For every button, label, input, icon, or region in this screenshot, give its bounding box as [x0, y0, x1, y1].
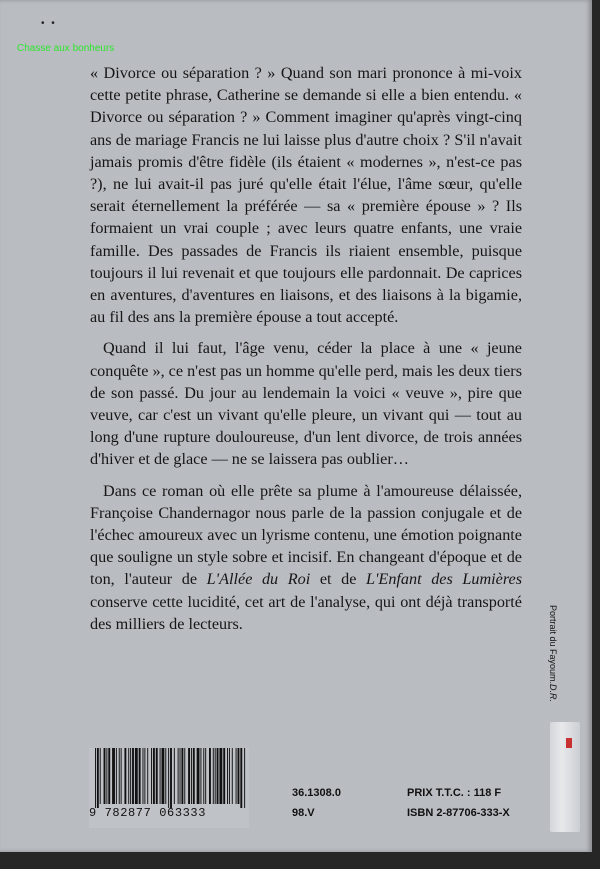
barcode-bar: [143, 748, 144, 804]
product-code-1: 36.1308.0: [292, 787, 341, 799]
barcode-bar: [100, 748, 101, 804]
barcode-bar: [147, 748, 148, 804]
barcode-bar: [156, 748, 158, 804]
barcode-bar: [215, 748, 216, 804]
blurb-text: [90, 62, 522, 644]
barcode-bar: [106, 748, 107, 804]
barcode-bar: [188, 748, 190, 804]
barcode-bar: [181, 748, 183, 804]
barcode-bar: [197, 748, 200, 804]
barcode-bar: [229, 748, 230, 804]
barcode-bar: [200, 748, 201, 804]
barcode-bar: [168, 748, 169, 808]
barcode-bar: [244, 748, 245, 808]
barcode-bar: [144, 748, 145, 804]
barcode-bar: [236, 748, 237, 804]
barcode-bar: [170, 748, 172, 808]
isbn-line: ISBN 2-87706-333-X: [407, 807, 510, 819]
image-credit: [548, 605, 558, 702]
barcode-bar: [130, 748, 131, 804]
watermark-label: Chasse aux bonheurs: [17, 43, 115, 54]
barcode-bar: [135, 748, 138, 804]
barcode-bar: [180, 748, 181, 804]
barcode-bar: [205, 748, 206, 804]
barcode-bar: [238, 748, 240, 804]
barcode-bar: [121, 748, 122, 804]
barcode-bar: [191, 748, 192, 804]
blurb-p3-start: Dans ce roman où elle prête sa plume à l'amoureuse délaissée, Françoise Chandernagor nous parle de la passion conjugale et de l'échec amoureux avec un lyrisme contenu, une émotion poignante que souligne un style sobre et incisif. En changeant d'époque et de ton, l'auteur de: [90, 481, 522, 589]
library-sticker: [550, 722, 580, 832]
barcode-bar: [153, 748, 155, 804]
barcode-bar: [223, 748, 225, 804]
barcode-digits: 9 782877 063333: [89, 806, 207, 820]
product-code-2: 98.V: [292, 807, 315, 819]
image-credit-rights: D.R.: [548, 684, 558, 703]
image-credit-text: Portrait du Fayoum.: [548, 605, 558, 685]
book-title-enfant-des-lumieres: L'Enfant des Lumières: [365, 570, 523, 589]
barcode-bar: [193, 748, 195, 804]
barcode-bar: [165, 748, 166, 804]
barcode-bar: [160, 748, 161, 804]
barcode-bar: [174, 748, 175, 804]
barcode-bar: [217, 748, 219, 804]
barcode-bar: [104, 748, 106, 804]
barcode-bar: [227, 748, 228, 804]
blurb-p3-end: conserve cette lucidité, cet art de l'analyse, qui ont déjà transporté des milliers de lecteurs.: [90, 592, 522, 633]
barcode-bar: [97, 748, 99, 808]
barcode-bar: [124, 748, 126, 804]
barcode-bar: [232, 748, 233, 804]
sticker-mark: [566, 738, 572, 748]
barcode-bar: [151, 748, 152, 804]
price-line: PRIX T.T.C. : 118 F: [407, 787, 502, 799]
barcode-bar: [116, 748, 117, 804]
price-block: [407, 783, 510, 823]
barcode-bar: [119, 748, 120, 804]
corner-dots: • •: [41, 18, 57, 29]
barcode-bar: [108, 748, 110, 804]
barcode-bar: [95, 748, 96, 808]
barcode-bars: [89, 748, 249, 808]
barcode-bar: [162, 748, 165, 804]
barcode-bar: [240, 748, 242, 808]
barcode-bar: [219, 748, 222, 804]
barcode-bar: [209, 748, 211, 804]
barcode-bar: [128, 748, 129, 804]
barcode-bar: [184, 748, 185, 804]
product-codes: [292, 783, 341, 823]
blurb-paragraph-3: [90, 480, 522, 635]
barcode-bar: [132, 748, 134, 804]
blurb-paragraph-2: Quand il lui faut, l'âge venu, céder la place à une « jeune conquête », ce n'est pas un homme qu'elle perd, mais les deux tiers de son passé. Du jour au lendemain la voici « veuve », pire que veuve, car c'est un vivant qu'elle pleure, un vivant qui — tout au long d'une rupture douloureuse, d'un lent divorce, de trois années d'hiver et de glace — ne se laissera pas oublier…: [90, 339, 522, 469]
blurb-p3-mid: et de: [310, 570, 366, 589]
barcode-bar: [178, 748, 179, 804]
barcode-bar: [112, 748, 115, 804]
barcode-bar: [139, 748, 141, 804]
blurb-paragraph-1: « Divorce ou séparation ? » Quand son mari prononce à mi-voix cette petite phrase, Catherine se demande si elle a bien entendu. « Divorce ou séparation ? » Comment imaginer qu'après vingt-cinq ans de mariage Francis ne lui laisse plus d'autre choix ? S'il n'avait jamais promis d'être fidèle (ils étaient « modernes », n'est-ce pas ?), ne lui avait-il pas juré qu'elle était l'élue, l'âme sœur, qu'elle serait éternellement la préférée — sa « première épouse » ? Ils formaient un vrai couple ; avec leurs quatre enfants, une vraie famille. Des passades de Francis ils riaient ensemble, puisque toujours il lui revenait et que toujours elle pardonnait. De caprices en aventures, d'aventures en liaisons, et des liaisons à la bigamie, au fil des ans la première épouse a tout accepté.: [90, 64, 522, 327]
barcode-bar: [203, 748, 204, 804]
barcode-bar: [213, 748, 214, 804]
book-title-allee-du-roi: L'Allée du Roi: [206, 570, 311, 589]
